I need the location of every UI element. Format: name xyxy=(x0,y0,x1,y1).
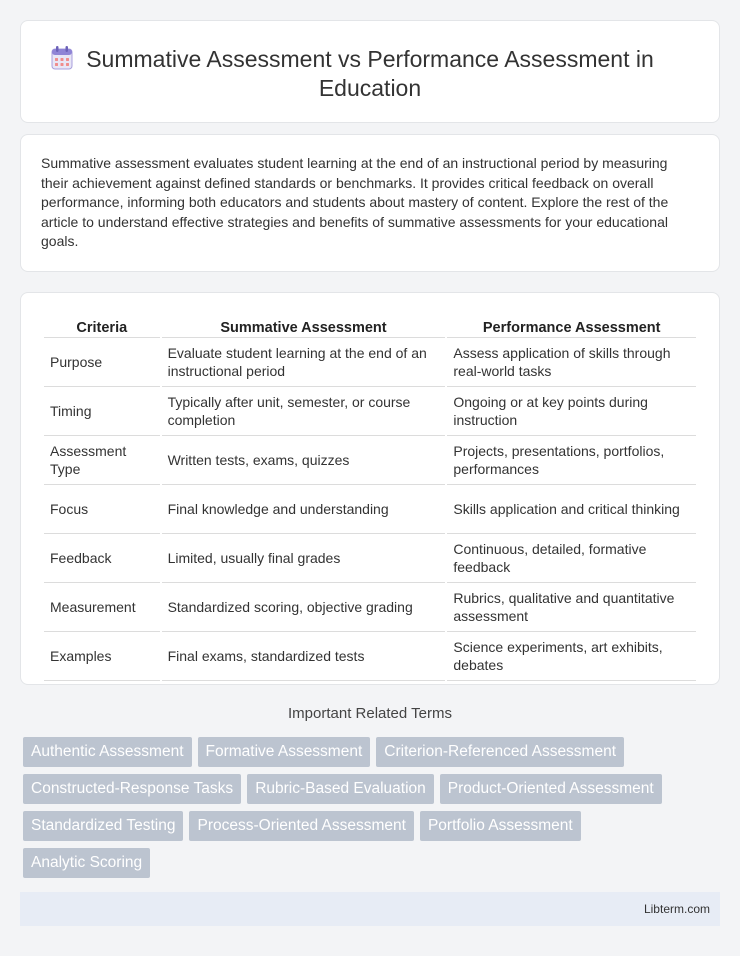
cell-performance: Ongoing or at key points during instruction xyxy=(447,387,696,436)
page-title-line2: Education xyxy=(318,75,422,101)
header-summative: Summative Assessment xyxy=(162,314,446,338)
cell-summative: Evaluate student learning at the end of an instructional period xyxy=(162,338,446,387)
tag-product-oriented-assessment[interactable]: Product-Oriented Assessment xyxy=(440,774,662,804)
related-terms-heading: Important Related Terms xyxy=(288,705,452,722)
cell-criteria: Focus xyxy=(44,485,160,534)
cell-summative: Final knowledge and understanding xyxy=(162,485,446,534)
cell-performance: Assess application of skills through real-world tasks xyxy=(447,338,696,387)
tag-process-oriented-assessment[interactable]: Process-Oriented Assessment xyxy=(189,811,413,841)
related-terms-list xyxy=(23,737,713,878)
cell-summative: Limited, usually final grades xyxy=(162,534,446,583)
table-row xyxy=(44,583,696,632)
cell-summative: Final exams, standardized tests xyxy=(162,632,446,681)
table-row xyxy=(44,632,696,681)
table-row xyxy=(44,485,696,534)
cell-performance: Rubrics, qualitative and quantitative assessment xyxy=(447,583,696,632)
table-row xyxy=(44,338,696,387)
cell-performance: Continuous, detailed, formative feedback xyxy=(447,534,696,583)
table-row xyxy=(44,436,696,485)
comparison-card xyxy=(20,292,720,685)
footer xyxy=(20,892,720,926)
intro-card xyxy=(20,134,720,272)
cell-criteria: Measurement xyxy=(44,583,160,632)
title-card xyxy=(20,20,720,123)
tag-rubric-based-evaluation[interactable]: Rubric-Based Evaluation xyxy=(247,774,434,804)
cell-performance: Projects, presentations, portfolios, performances xyxy=(447,436,696,485)
header-criteria: Criteria xyxy=(44,314,160,338)
tag-criterion-referenced-assessment[interactable]: Criterion-Referenced Assessment xyxy=(376,737,624,767)
cell-summative: Written tests, exams, quizzes xyxy=(162,436,446,485)
cell-summative: Standardized scoring, objective grading xyxy=(162,583,446,632)
header-performance: Performance Assessment xyxy=(447,314,696,338)
page-title-line1: Summative Assessment vs Performance Assessment in xyxy=(86,46,654,72)
cell-criteria: Timing xyxy=(44,387,160,436)
cell-performance: Science experiments, art exhibits, debates xyxy=(447,632,696,681)
comparison-table xyxy=(42,314,698,681)
cell-summative: Typically after unit, semester, or course completion xyxy=(162,387,446,436)
cell-criteria: Purpose xyxy=(44,338,160,387)
cell-performance: Skills application and critical thinking xyxy=(447,485,696,534)
tag-portfolio-assessment[interactable]: Portfolio Assessment xyxy=(420,811,581,841)
tag-standardized-testing[interactable]: Standardized Testing xyxy=(23,811,183,841)
cell-criteria: Feedback xyxy=(44,534,160,583)
table-row xyxy=(44,387,696,436)
tag-authentic-assessment[interactable]: Authentic Assessment xyxy=(23,737,192,767)
footer-site-link[interactable]: Libterm.com xyxy=(643,902,710,916)
tag-formative-assessment[interactable]: Formative Assessment xyxy=(198,737,371,767)
cell-criteria: Examples xyxy=(44,632,160,681)
table-header-row xyxy=(44,314,696,338)
table-row xyxy=(44,534,696,583)
tag-analytic-scoring[interactable]: Analytic Scoring xyxy=(23,848,150,878)
tag-constructed-response-tasks[interactable]: Constructed-Response Tasks xyxy=(23,774,241,804)
intro-paragraph: Summative assessment evaluates student learning at the end of an instructional period by measuring their achievement against defined standards or benchmarks. It provides critical feedback on overall performance, informing both educators and students about mastery of content. Explore the rest of the article to understand effective strategies and benefits of summative assessments for your educational goals. xyxy=(41,155,669,249)
cell-criteria: Assessment Type xyxy=(44,436,160,485)
page-title xyxy=(21,45,719,103)
